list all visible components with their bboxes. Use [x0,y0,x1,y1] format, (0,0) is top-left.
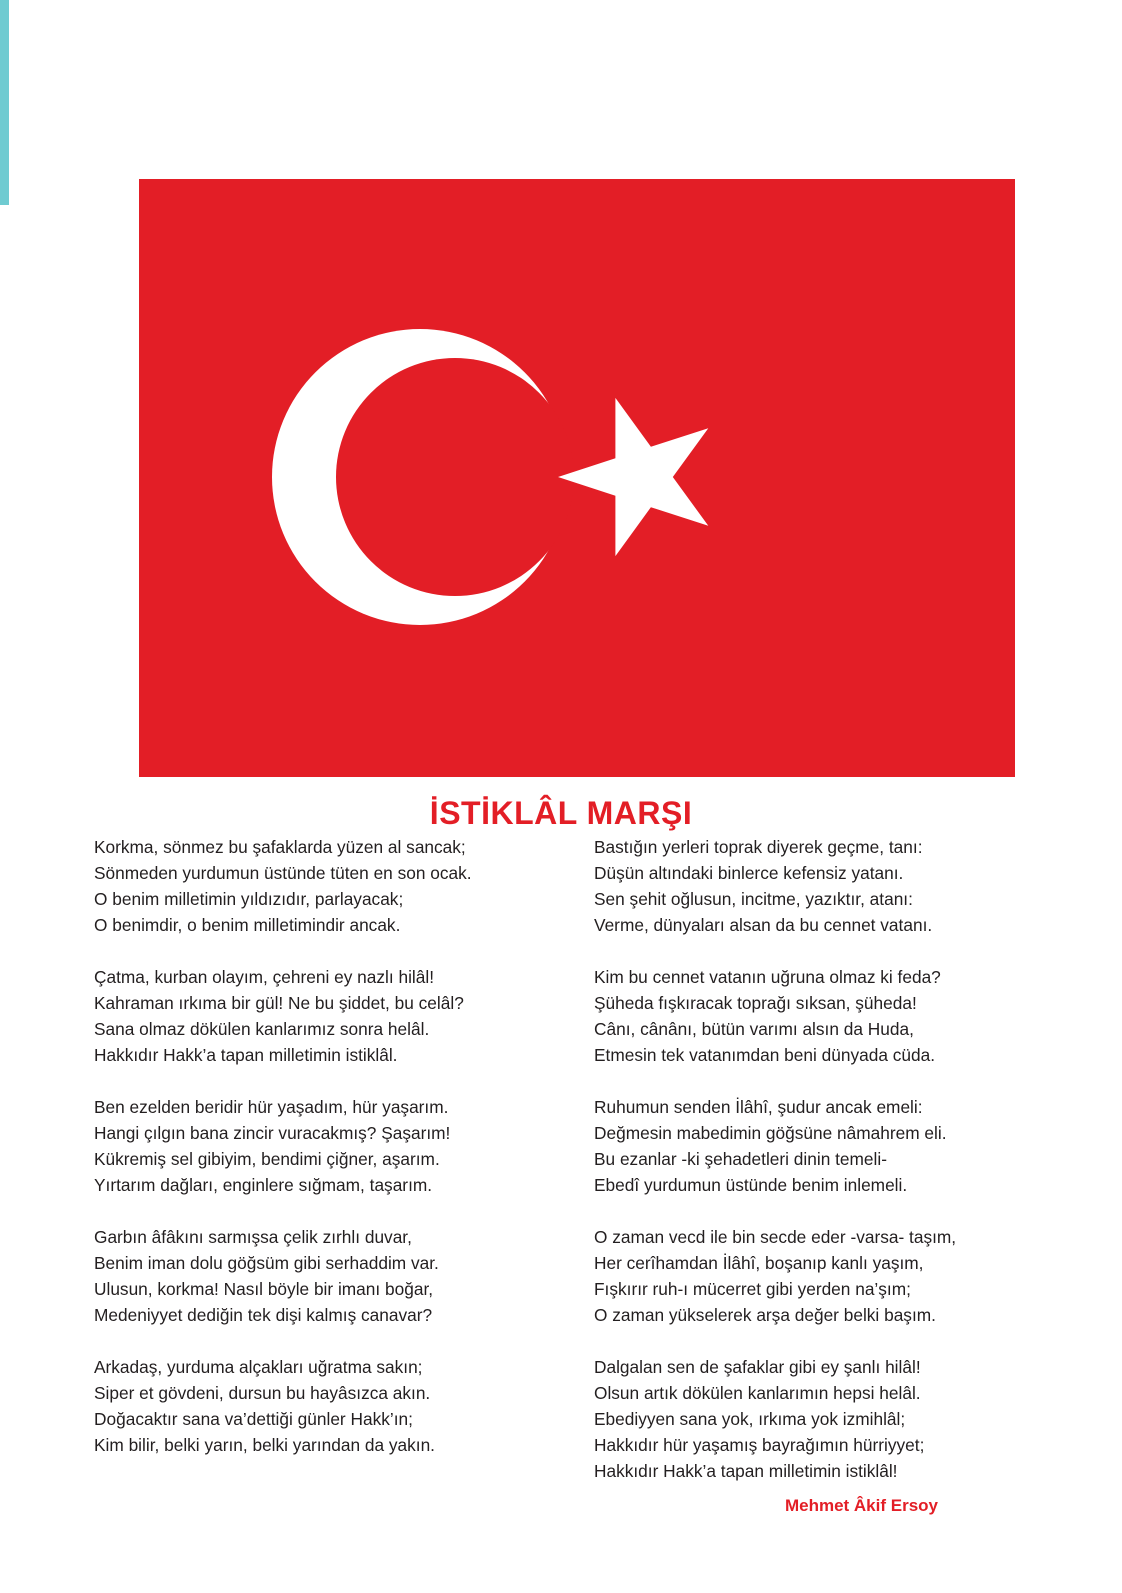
stanza [594,1354,1074,1484]
verse-line: Siper et gövdeni, dursun bu hayâsızca akın. [94,1383,431,1403]
verse-line: Sana olmaz dökülen kanlarımız sonra helâl. [94,1019,430,1039]
verse-line: Benim iman dolu göğsüm gibi serhaddim var. [94,1253,439,1273]
left-verse-column [94,834,574,1484]
verse-line: Sen şehit oğlusun, incitme, yazıktır, atanı: [594,889,913,909]
verse-line: Bastığın yerleri toprak diyerek geçme, tanı: [594,837,923,857]
verse-line: Verme, dünyaları alsan da bu cennet vatanı. [594,915,933,935]
verse-line: Ulusun, korkma! Nasıl böyle bir imanı boğar, [94,1279,434,1299]
verse-line: O benimdir, o benim milletimindir ancak. [94,915,401,935]
verse-line: Kim bilir, belki yarın, belki yarından da yakın. [94,1435,435,1455]
verse-line: Bu ezanlar -ki şehadetleri dinin temeli- [594,1149,887,1169]
stanza [594,834,1074,938]
verse-line: Ruhumun senden İlâhî, şudur ancak emeli: [594,1097,923,1117]
verse-line: Hakkıdır hür yaşamış bayrağımın hürriyyet; [594,1435,925,1455]
verse-line: Şüheda fışkıracak toprağı sıksan, şüheda! [594,993,917,1013]
stanza [594,1094,1074,1198]
verse-line: Fışkırır ruh-ı mücerret gibi yerden na’şım; [594,1279,911,1299]
verse-line: Hakkıdır Hakk’a tapan milletimin istiklâl. [94,1045,398,1065]
verse-line: Olsun artık dökülen kanlarımın hepsi helâl. [594,1383,921,1403]
verse-line: Garbın âfâkını sarmışsa çelik zırhlı duvar, [94,1227,412,1247]
verse-line: Hangi çılgın bana zincir vuracakmış? Şaşarım! [94,1123,451,1143]
stanza [594,1224,1074,1328]
verse-line: Korkma, sönmez bu şafaklarda yüzen al sancak; [94,837,466,857]
stanza [94,1224,574,1328]
verse-line: Ben ezelden beridir hür yaşadım, hür yaşarım. [94,1097,449,1117]
verse-line: Her cerîhamdan İlâhî, boşanıp kanlı yaşım, [594,1253,924,1273]
verse-line: Dalgalan sen de şafaklar gibi ey şanlı hilâl! [594,1357,921,1377]
stanza [94,964,574,1068]
anthem-title: İSTİKLÂL MARŞI [429,795,693,831]
verse-line: Ebediyyen sana yok, ırkıma yok izmihlâl; [594,1409,906,1429]
stanza [94,834,574,938]
author-name: Mehmet Âkif Ersoy [784,1496,938,1515]
verse-line: Medeniyyet dediğin tek dişi kalmış canavar? [94,1305,433,1325]
verse-line: O zaman vecd ile bin secde eder -varsa- taşım, [594,1227,957,1247]
verse-line: Sönmeden yurdumun üstünde tüten en son ocak. [94,863,472,883]
verse-line: O zaman yükselerek arşa değer belki başım. [594,1305,936,1325]
verse-line: Yırtarım dağları, enginlere sığmam, taşarım. [94,1175,433,1195]
verse-line: Kim bu cennet vatanın uğruna olmaz ki feda? [594,967,941,987]
verse-line: Ebedî yurdumun üstünde benim inlemeli. [594,1175,908,1195]
verse-line: Kahraman ırkıma bir gül! Ne bu şiddet, bu celâl? [94,993,464,1013]
verse-line: Arkadaş, yurduma alçakları uğratma sakın; [94,1357,423,1377]
crescent-inner-circle [336,358,574,596]
verse-line: Hakkıdır Hakk’a tapan milletimin istiklâl! [594,1461,898,1481]
verse-line: Kükremiş sel gibiyim, bendimi çiğner, aşarım. [94,1149,440,1169]
stanza [94,1354,574,1458]
verse-line: Etmesin tek vatanımdan beni dünyada cüda. [594,1045,936,1065]
right-verse-column [594,834,1074,1510]
verse-line: Cânı, cânânı, bütün varımı alsın da Huda, [594,1019,914,1039]
verse-line: Düşün altındaki binlerce kefensiz yatanı. [594,863,904,883]
verse-line: O benim milletimin yıldızıdır, parlayacak; [94,889,404,909]
turkish-flag [139,179,1015,777]
page-edge-accent-bar [0,0,9,205]
stanza [594,964,1074,1068]
stanza [94,1094,574,1198]
verse-line: Değmesin mabedimin göğsüne nâmahrem eli. [594,1123,947,1143]
verse-line: Çatma, kurban olayım, çehreni ey nazlı hilâl! [94,967,435,987]
verse-line: Doğacaktır sana va’dettiği günler Hakk’ın; [94,1409,413,1429]
